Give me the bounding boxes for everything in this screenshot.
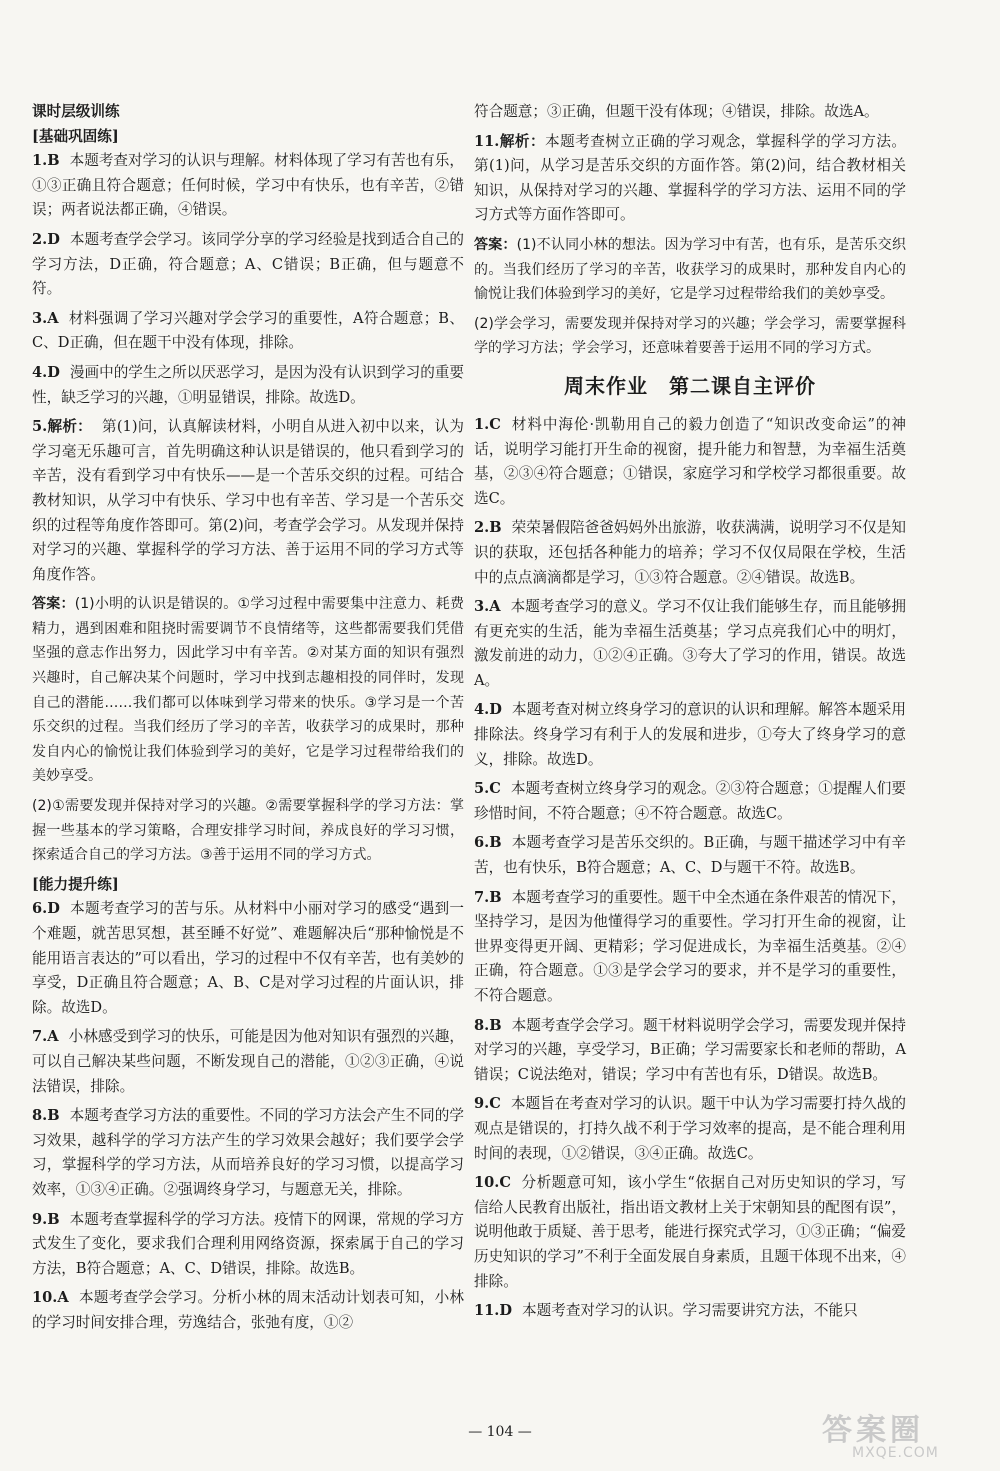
- answer-item: [32, 1208, 464, 1282]
- item-text: 本题考查学会学习。该同学分享的学习经验是找到适合自己的学习方法，D正确，符合题意；A、C错误；B正确，但与题意不符。: [32, 230, 464, 298]
- answer-item: [474, 777, 906, 826]
- basic-answer-list: [32, 149, 464, 587]
- item-text: 本题考查学习方法的重要性。不同的学习方法会产生不同的学习效果，越科学的学习方法产生的学习效果会越好；我们要学会学习，掌握科学的学习方法，从而培养良好的学习习惯，以提高学习效率，①③④正确。②强调终身学习，与题意无关，排除。: [32, 1107, 464, 1198]
- item-text: 本题旨在考查对学习的认识。题干中认为学习需要打持久战的观点是错误的，打持久战不利于学习效率的提高，是不能合理利用时间的表现，①②错误，③④正确。故选C。: [474, 1095, 906, 1162]
- answer-item: [474, 1014, 906, 1088]
- subsection-basic-label: [基础巩固练]: [32, 127, 119, 145]
- item-number: 10.: [474, 1174, 500, 1192]
- answer-11-part2: (2)学会学习，需要发现并保持对学习的兴趣；学会学习，需要掌握科学的学习方法；学会学习，还意味着要善于运用不同的学习方式。: [474, 315, 906, 357]
- item-answer-letter: D: [499, 1302, 513, 1320]
- answer-item: [32, 1286, 464, 1335]
- answer-item: [474, 516, 906, 590]
- item-text: 材料中海伦·凯勒用自己的毅力创造了“知识改变命运”的神话，说明学习能打开生命的视窗，提升能力和智慧，为幸福生活奠基，②③④符合题意；①错误，家庭学习和学校学习都很重要。故选C。: [474, 415, 906, 507]
- answer-item: [474, 698, 906, 772]
- item-text: 本题考查掌握科学的学习方法。疫情下的网课，常规的学习方式发生了变化，要求我们合理利用网络资源，探索属于自己的学习方法，B符合题意；A、C、D错误，排除。故选B。: [32, 1210, 464, 1277]
- item-text: 本题考查对学习的认识。学习需要讲究方法，不能只: [522, 1302, 858, 1320]
- item-answer-letter: D: [47, 363, 60, 381]
- weekend-answer-list: [474, 413, 906, 1324]
- answer-text: (1)小明的认识是错误的。①学习过程中需要集中注意力、耗费精力，遇到困难和阻挠时需要调节不良情绪等，这些都需要我们凭借坚强的意志作出努力，因此学习中有辛苦。②对某方面的知识有强烈兴趣时，自己解决某个问题时，学习中找到志趣相投的同伴时，发现自己的潜能……我们都可以体味到学习带来的快乐。③学习是一个苦乐交织的过程。当我们经历了学习的辛苦，收获学习的成果时，那种发自内心的愉悦让我们体验到学习的美好，它是学习过程带给我们的美妙享受。: [32, 596, 464, 785]
- answer-item: [32, 149, 464, 223]
- item-number: 3.: [32, 309, 48, 327]
- item-answer-letter: B: [47, 152, 60, 170]
- item-text: 本题考查学习的意义。学习不仅让我们能够生存，而且能够拥有更充实的生活，能为幸福生活奠基；学习点亮我们心中的明灯，激发前进的动力，①②④正确。③夸大了学习的作用，错误。故选A。: [474, 598, 906, 689]
- item-answer-letter: A: [489, 598, 501, 616]
- item-answer-letter: D: [489, 701, 502, 719]
- answer-item: [32, 307, 464, 356]
- item-number: 9.: [32, 1210, 48, 1228]
- item-number: 7.: [474, 888, 490, 906]
- answer-item: [32, 897, 464, 1020]
- item-text: 第(1)问，认真解读材料，小明自从进入初中以来，认为学习毫无乐趣可言，首先明确这种认识是错误的，他只看到学习的辛苦，没有看到学习中有快乐——是一个苦乐交织的过程。可结合教材知识，从学习中有快乐、学习中也有辛苦、学习是一个苦乐交织的过程等角度作答即可。第(2)问，考查学会学习。从发现并保持对学习的兴趣、掌握科学的学习方法、善于运用不同的学习方式等角度作答。: [32, 418, 464, 583]
- answer-item: [32, 415, 464, 587]
- item-text: 荣荣暑假陪爸爸妈妈外出旅游，收获满满，说明学习不仅是知识的获取，还包括各种能力的培养；学习不仅仅局限在学校，生活中的点点滴滴都是学习，①③符合题意。②④错误。故选B。: [474, 519, 906, 586]
- item-answer-letter: A: [47, 309, 59, 327]
- answer-item: [474, 413, 906, 511]
- item-text: 本题考查对学习的认识与理解。材料体现了学习有苦也有乐，①③正确且符合题意；任何时候，学习中有快乐，也有辛苦，②错误；两者说法都正确，④错误。: [32, 152, 464, 219]
- item-text: 本题考查学会学习。题干材料说明学会学习，需要发现并保持对学习的兴趣，享受学习，B正确；学习需要家长和老师的帮助，A错误；C说法绝对，错误；学习中有苦也有乐，D错误。故选B。: [474, 1016, 906, 1083]
- item-text: 本题考查学习的苦与乐。从材料中小丽对学习的感受“遇到一个难题，就苦思冥想，甚至睡不好觉”、难题解决后“那种愉悦是不能用语言表达的”可以看出，学习的过程中不仅有辛苦，也有美妙的享受，D正确且符合题意；A、B、C是对学习过程的片面认识，排除。故选D。: [32, 900, 464, 1016]
- left-column: [32, 100, 464, 1341]
- answer-item-11: [474, 130, 906, 228]
- item-text: 本题考查学习的重要性。题干中全杰通在条件艰苦的情况下，坚持学习，是因为他懂得学习的重要性。学习打开生命的视窗，让世界变得更开阔、更精彩；学习促进成长，为幸福生活奠基。②④正确，符合题意。①③是学会学习的要求，并不是学习的重要性，不符合题意。: [474, 888, 906, 1004]
- item-number: 10.: [32, 1289, 58, 1307]
- item-text: 本题考查树立终身学习的观念。②③符合题意；①提醒人们要珍惜时间，不符合题意；④不符合题意。故选C。: [474, 780, 906, 822]
- watermark-url: MXQE.COM: [852, 1445, 939, 1461]
- answer-item: [474, 595, 906, 693]
- item-answer-letter: C: [489, 415, 501, 433]
- item-number: 11.: [474, 1302, 500, 1320]
- item-number: 5.: [474, 780, 490, 798]
- improve-answer-list: [32, 897, 464, 1335]
- item-answer-letter: C: [489, 1095, 501, 1113]
- item-text: 漫画中的学生之所以厌恶学习，是因为没有认识到学习的重要性，缺乏学习的兴趣，①明显错误，排除。故选D。: [32, 363, 464, 406]
- answer-item: [474, 1299, 906, 1324]
- right-column: [474, 100, 906, 1329]
- item-number: 11.: [474, 132, 500, 150]
- item-answer-letter: D: [47, 230, 60, 248]
- item-answer-letter: A: [57, 1289, 69, 1307]
- item-text: 本题考查学习是苦乐交织的。B正确，与题干描述学习中有辛苦，也有快乐，B符合题意；A、C、D与题干不符。故选B。: [474, 834, 906, 877]
- item-number: 1.: [32, 152, 48, 170]
- item-number: 4.: [474, 701, 490, 719]
- item-number: 8.: [32, 1107, 48, 1125]
- item-number: 1.: [474, 415, 490, 433]
- item-answer-letter: B: [47, 1107, 60, 1125]
- answer-item: [474, 1092, 906, 1166]
- answer-item: [32, 1104, 464, 1202]
- item-label: 解析：: [499, 132, 546, 150]
- item-text: 小林感受到学习的快乐，可能是因为他对知识有强烈的兴趣，可以自己解决某些问题，不断发现自己的潜能，①②③正确，④说法错误，排除。: [32, 1028, 464, 1095]
- item-text: 本题考查树立正确的学习观念，掌握科学的学习方法。第(1)问，从学习是苦乐交织的方面作答。第(2)问，结合教材相关知识，从保持对学习的兴趣、掌握科学的学习方法、运用不同的学习方式等方面作答即可。: [474, 132, 906, 224]
- item-answer-letter: B: [489, 1016, 502, 1034]
- answer-item: [32, 361, 464, 410]
- answer-item: [32, 1025, 464, 1099]
- answer-item: [474, 1171, 906, 1294]
- item-number: 4.: [32, 363, 48, 381]
- answer-5-part2: (2)①需要发现并保持对学习的兴趣。②需要掌握科学的学习方法：掌握一些基本的学习策略，合理安排学习时间，养成良好的学习习惯，探索适合自己的学习方法。③善于运用不同的学习方式。: [32, 798, 464, 864]
- answer-item: [474, 886, 906, 1009]
- watermark-logo: [822, 1405, 992, 1465]
- item-answer-letter: 解析：: [47, 418, 93, 436]
- item-number: 8.: [474, 1016, 490, 1034]
- section-title: 周末作业 第二课自主评价: [564, 373, 816, 398]
- answer-item: [32, 228, 464, 302]
- page-number: — 104 —: [468, 1424, 532, 1440]
- item-answer-letter: C: [499, 1174, 512, 1192]
- item-number: 2.: [474, 519, 490, 537]
- item-text: 材料强调了学习兴趣对学会学习的重要性，A符合题意；B、C、D正确，但在题干中没有体现，排除。: [32, 309, 464, 352]
- item-answer-letter: C: [489, 780, 501, 798]
- item-number: 5.: [32, 418, 48, 436]
- item-number: 2.: [32, 230, 48, 248]
- item-answer-letter: B: [489, 519, 502, 537]
- item-number: 6.: [32, 900, 48, 918]
- item-number: 9.: [474, 1095, 490, 1113]
- item-answer-letter: B: [489, 834, 502, 852]
- answer-label: 答案：: [474, 236, 517, 253]
- item-answer-letter: A: [47, 1028, 59, 1046]
- subsection-improve-label: [能力提升练]: [32, 875, 119, 893]
- item-number: 6.: [474, 834, 490, 852]
- answer-5-part1: [32, 592, 464, 789]
- item-answer-letter: B: [489, 888, 502, 906]
- item-text: 分析题意可知，该小学生“依据自己对历史知识的学习，写信给人民教育出版社，指出语文教材上关于宋朝知县的配图有误”，说明他敢于质疑、善于思考，能进行探究式学习，①③正确；“偏爱历史知识的学习”不利于全面发展自身素质，且题干体现不出来，④排除。: [474, 1174, 906, 1290]
- answer-item: [474, 831, 906, 880]
- item-text: 本题考查学会学习。分析小林的周末活动计划表可知，小林的学习时间安排合理，劳逸结合，张弛有度，①②: [32, 1289, 464, 1331]
- continued-text: 符合题意；③正确，但题干没有体现；④错误，排除。故选A。: [474, 103, 879, 120]
- watermark-title: 答案圈: [822, 1413, 924, 1448]
- answer-label: 答案：: [32, 596, 75, 613]
- item-number: 3.: [474, 598, 490, 616]
- item-answer-letter: D: [47, 900, 60, 918]
- item-answer-letter: B: [47, 1210, 60, 1228]
- item-number: 7.: [32, 1028, 48, 1046]
- answer-11-part1: [474, 233, 906, 307]
- item-text: 本题考查对树立终身学习的意识的认识和理解。解答本题采用排除法。终身学习有利于人的发展和进步，①夸大了终身学习的意义，排除。故选D。: [474, 701, 906, 768]
- answer-text: (1)不认同小林的想法。因为学习中有苦，也有乐，是苦乐交织的。当我们经历了学习的辛苦，收获学习的成果时，那种发自内心的愉悦让我们体验到学习的美好，它是学习过程带给我们的美妙享受。: [474, 236, 906, 303]
- section-heading: 课时层级训练: [32, 103, 120, 120]
